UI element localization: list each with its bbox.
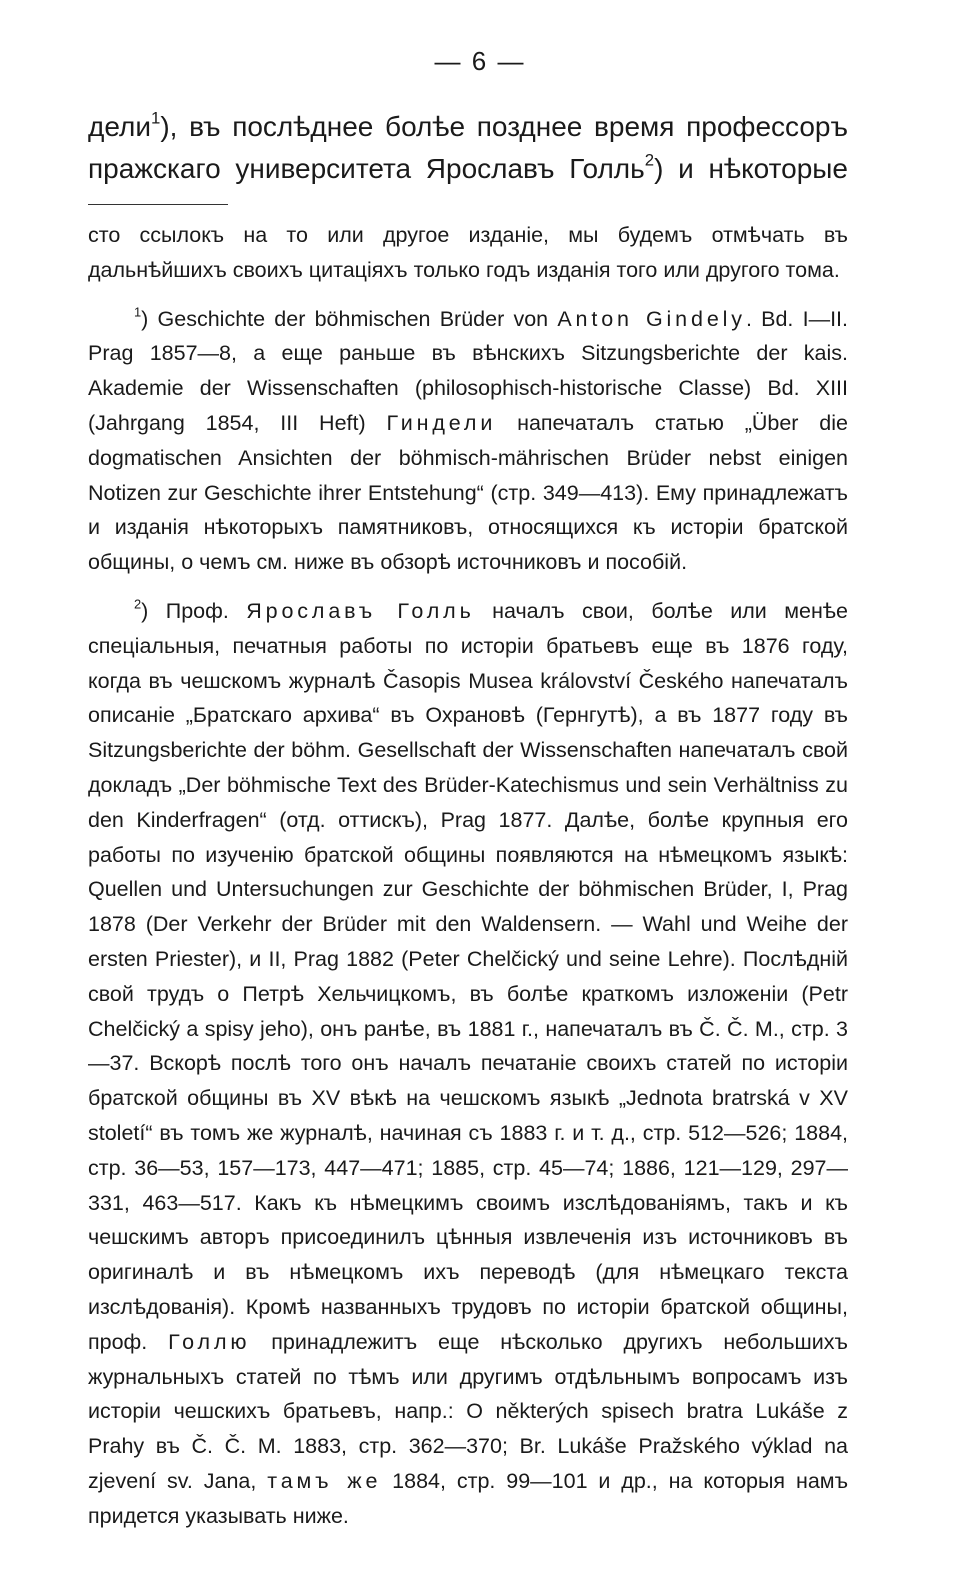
author-name: Ярославъ Голль xyxy=(246,598,475,623)
footnote-text: ) Geschichte der böhmischen Brüder von xyxy=(141,306,558,331)
emphasis: тамъ же xyxy=(267,1468,382,1493)
main-text-part: ), въ послѣднее болѣе позднее время профессоръ пражскаго университета Ярославъ Голль xyxy=(88,111,848,184)
author-name: Anton Gindely xyxy=(557,306,746,331)
main-text xyxy=(88,106,848,190)
footnote-marker-2: 2 xyxy=(134,596,142,612)
footnote-ref-1[interactable]: 1 xyxy=(150,108,161,128)
footnote-1 xyxy=(88,302,848,580)
footnote-text: напечаталъ статью „Über die dogmatischen Ansichten der böhmisch-mährischen Brüder nebst einigen Notizen zur Geschichte ihrer Entstehung“ (стр. 349—413). Ему принадлежатъ и изданія нѣкоторыхъ памятниковъ, относящихся къ исторіи братской общины, о чемъ см. ниже въ обзорѣ источниковъ и пособій. xyxy=(88,410,848,575)
footnote-marker-1: 1 xyxy=(134,303,142,319)
main-text-part: ) и нѣкоторые xyxy=(654,153,848,184)
footnote-text: принадлежитъ еще нѣсколько другихъ небольшихъ журнальныхъ статей по тѣмъ или другимъ отдѣльнымъ вопросамъ изъ исторіи чешскихъ братьевъ, напр.: O některých spisech bratra Lukáše z Prahy въ Č. Č. M. 1883, стр. 362—370; Br. Lukáše Pražského výklad na zjevení sv. Jana, xyxy=(88,1329,848,1493)
main-text-part: дели xyxy=(88,111,151,142)
footnotes xyxy=(88,218,848,1533)
footnote-text: началъ свои, болѣе или менѣе спеціальныя, печатныя работы по исторіи братьевъ еще въ 1876 году, когда въ чешскомъ журналѣ Časopis Musea království Českého напечаталъ описаніе „Братскаго архива“ въ Охрановѣ (Гернгутѣ), а въ 1877 году въ Sitzungsberichte der böhm. Gesellschaft der Wissenschaften напечаталъ свой докладъ „Der böhmische Text des Brüder-Katechismus und sein Verhältniss zu den Kinderfragen“ (отд. оттискъ), Prag 1877. Далѣе, болѣе крупныя его работы по изученію братской общины появляются на нѣмецкомъ языкѣ: Quellen und Untersuchungen zur Geschichte der böhmischen Brüder, I, Prag 1878 (Der Verkehr der Brüder mit den Waldensern. — Wahl und Weihe der ersten Priester), и II, Prag 1882 (Peter Chelčický und seine Lehre). Послѣдній свой трудъ о Петрѣ Хельчицкомъ, въ болѣе краткомъ изложеніи (Petr Chelčický a spisy jeho), онъ ранѣе, въ 1881 г., напечаталъ въ Č. Č. M., стр. 3—37. Вскорѣ послѣ того онъ началъ печатаніе своихъ статей по исторіи братской общины въ XV вѣкѣ на чешскомъ языкѣ „Jednota bratrská v XV století“ въ томъ же журналѣ, начиная съ 1883 г. и т. д., стр. 512—526; 1884, стр. 36—53, 157—173, 447—471; 1885, стр. 45—74; 1886, 121—129, 297—331, 463—517. Какъ къ нѣмецкимъ своимъ изслѣдованіямъ, такъ и къ чешскимъ авторъ присоединилъ цѣнныя извлеченія изъ источниковъ въ оригиналѣ и въ нѣмецкомъ ихъ переводѣ (для нѣмецкаго текста изслѣдованія). Кромѣ названныхъ трудовъ по исторіи братской общины, проф. xyxy=(88,598,848,1354)
footnote-text: ) Проф. xyxy=(141,598,247,623)
author-name: Гиндели xyxy=(386,410,497,435)
page-number: — 6 — xyxy=(434,46,526,76)
footnote-separator xyxy=(88,204,228,205)
footnote-continuation: сто ссылокъ на то или другое изданіе, мы будемъ отмѣчать въ дальнѣйшихъ своихъ цитаціяхъ только годъ изданія того или другого тома. xyxy=(88,223,848,282)
footnote-ref-2[interactable]: 2 xyxy=(644,150,655,170)
footnote-text: 1884, стр. 99—101 и др., на которыя намъ придется указывать ниже. xyxy=(88,1468,849,1528)
author-name: Голлю xyxy=(168,1329,251,1354)
footnote-text: . Bd. I—II. Prag 1857—8, а еще раньше въ вѣнскихъ Sitzungsberichte der kais. Akademie der Wissenschaften (philosophisch-historische Classe) Bd. XIII (Jahrgang 1854, III Heft) xyxy=(88,306,848,435)
footnote-2 xyxy=(88,594,848,1534)
